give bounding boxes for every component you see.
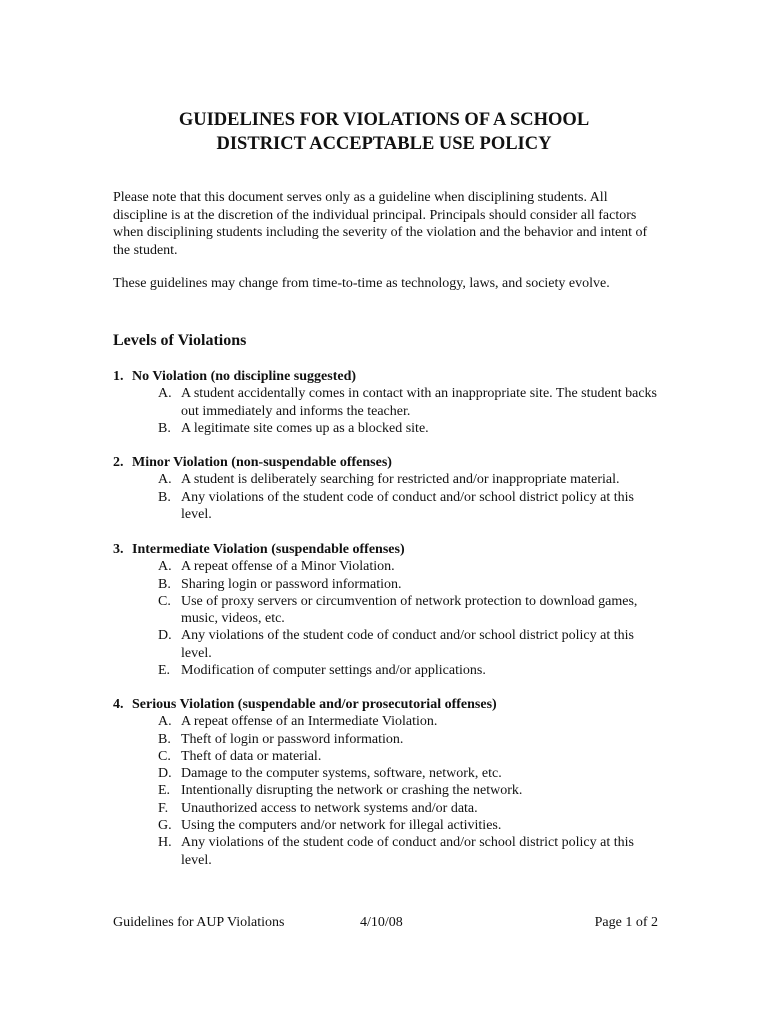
list-item [113,817,658,834]
level-items [113,558,658,679]
list-item [113,627,658,662]
title-line-1: GUIDELINES FOR VIOLATIONS OF A SCHOOL [178,110,590,130]
item-marker: B. [158,731,171,747]
list-item [113,489,658,524]
intro-paragraph-2 [113,275,658,293]
item-text: Using the computers and/or network for illegal activities. [181,818,502,834]
item-marker: A. [158,559,172,575]
level-heading [113,696,658,713]
item-text: Sharing login or password information. [181,576,402,592]
level-number: 4. [113,697,124,712]
level-items [113,713,658,869]
list-item [113,800,658,817]
item-marker: B. [158,576,171,592]
level-title: Serious Violation (suspendable and/or prosecutorial offenses) [132,697,497,712]
item-text: A repeat offense of a Minor Violation. [181,559,395,575]
level-heading [113,368,658,385]
list-item [113,420,658,437]
item-text: Modification of computer settings and/or applications. [181,663,486,679]
item-marker: G. [158,818,172,834]
item-marker: H. [158,835,172,851]
item-marker: D. [158,628,172,644]
item-text: Theft of login or password information. [181,731,404,747]
item-marker: D. [158,766,172,782]
violation-level-2 [113,454,658,523]
document-title [0,108,768,156]
item-marker: F. [158,800,169,816]
list-item [113,471,658,488]
level-items [113,471,658,523]
section-heading: Levels of Violations [113,332,247,349]
item-text: Unauthorized access to network systems and/or data. [181,800,478,816]
list-item [113,662,658,679]
item-text: Theft of data or material. [181,748,322,764]
level-heading [113,454,658,471]
level-number: 2. [113,455,124,470]
item-text: Any violations of the student code of conduct and/or school district policy at this level. [181,835,634,868]
list-item [113,782,658,799]
violation-level-1 [113,368,658,437]
intro-paragraph-1-text: Please note that this document serves only as a guideline when disciplining students. All discipline is at the discretion of the individual principal. Principals should consider all factors when disciplining students including the severity of the violation and the behavior and intent of the student. [113,190,648,258]
item-marker: E. [158,663,171,679]
item-text: Use of proxy servers or circumvention of network protection to download games, music, videos, etc. [181,593,638,627]
intro-paragraph-1 [113,189,658,259]
list-item [113,713,658,730]
intro-paragraph-2-text: These guidelines may change from time-to-time as technology, laws, and society evolve. [113,276,610,291]
level-title: No Violation (no discipline suggested) [132,369,357,384]
item-marker: C. [158,748,171,764]
item-text: Damage to the computer systems, software, network, etc. [181,766,502,782]
list-item [113,731,658,748]
list-item [113,385,658,420]
title-line-2: DISTRICT ACCEPTABLE USE POLICY [216,134,552,154]
footer-date: 4/10/08 [360,915,403,930]
list-item [113,748,658,765]
level-number: 1. [113,369,124,384]
list-item [113,558,658,575]
item-text: Any violations of the student code of conduct and/or school district policy at this level. [181,489,634,522]
item-text: Any violations of the student code of conduct and/or school district policy at this level. [181,628,634,661]
item-marker: E. [158,783,171,799]
page-footer [113,914,658,934]
item-marker: A. [158,714,172,730]
level-heading [113,541,658,558]
item-marker: A. [158,386,172,402]
item-text: A legitimate site comes up as a blocked site. [181,420,429,436]
list-item [113,593,658,628]
item-marker: B. [158,489,171,505]
item-marker: B. [158,420,171,436]
violation-level-4 [113,696,658,869]
list-item [113,765,658,782]
level-title: Intermediate Violation (suspendable offenses) [132,542,405,557]
item-marker: C. [158,593,171,609]
list-item [113,834,658,869]
footer-page-number: Page 1 of 2 [594,915,658,930]
item-text: A student accidentally comes in contact with an inappropriate site. The student backs out immediately and informs the teacher. [181,386,657,419]
item-text: A student is deliberately searching for restricted and/or inappropriate material. [181,472,620,488]
item-text: A repeat offense of an Intermediate Violation. [181,714,438,730]
level-items [113,385,658,437]
item-text: Intentionally disrupting the network or crashing the network. [181,783,523,799]
level-title: Minor Violation (non-suspendable offenses) [132,455,392,470]
violation-level-3 [113,541,658,679]
footer-document-name: Guidelines for AUP Violations [113,915,285,930]
item-marker: A. [158,472,172,488]
list-item [113,576,658,593]
level-number: 3. [113,542,124,557]
